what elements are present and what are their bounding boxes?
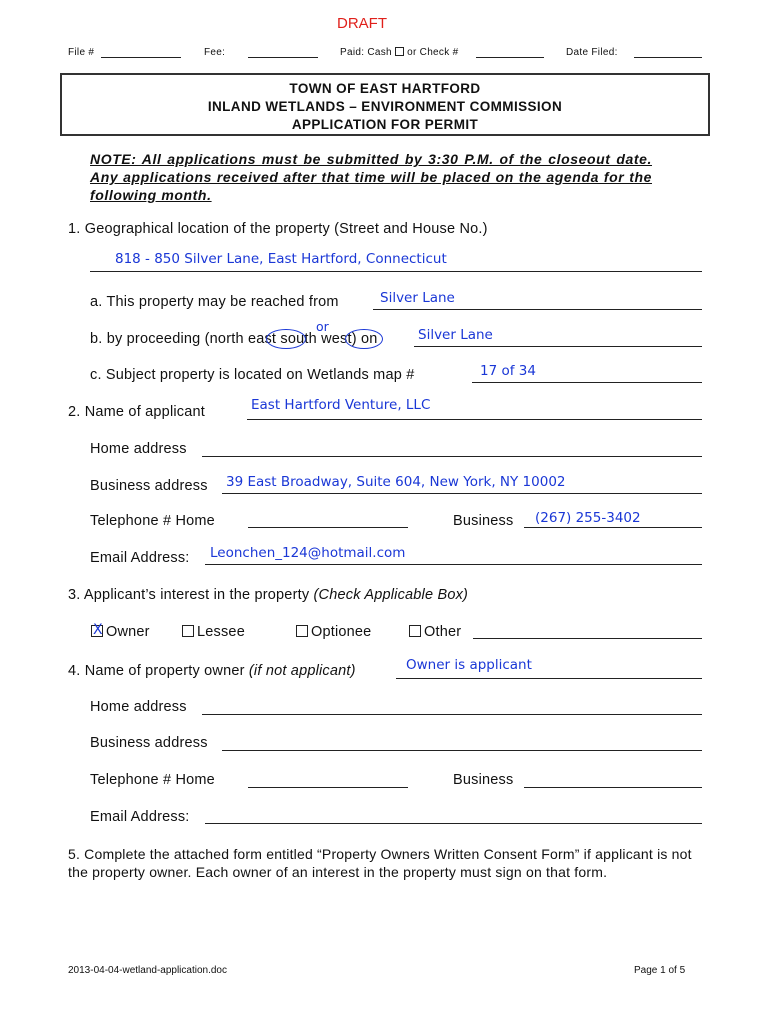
q1a-label: a. This property may be reached from (90, 294, 339, 310)
q2-home-label: Home address (90, 441, 187, 457)
q2-business-field[interactable] (222, 493, 702, 494)
date-filed-field[interactable] (634, 57, 702, 58)
q1-location-value: 818 - 850 Silver Lane, East Hartford, Connecticut (115, 251, 447, 267)
q4-business-field[interactable] (222, 750, 702, 751)
q4-email-label: Email Address: (90, 809, 190, 825)
q4-tel-business-label: Business (453, 772, 514, 788)
paid-cash-text: Paid: Cash (340, 47, 392, 58)
east-circle-mark (266, 329, 306, 349)
q1-location-field[interactable] (90, 271, 702, 272)
title-line-2: INLAND WETLANDS – ENVIRONMENT COMMISSION (207, 99, 563, 114)
submission-note: NOTE: All applications must be submitted by 3:30 P.M. of the closeout date. Any applications received after that time will be placed on the agenda for the following month. (90, 151, 652, 203)
q2-tel-business-value: (267) 255-3402 (535, 510, 641, 526)
q1a-field[interactable] (373, 309, 702, 310)
owner-check-mark: X (93, 622, 103, 638)
paid-cash-label (340, 47, 458, 58)
lessee-checkbox[interactable] (182, 625, 194, 637)
q3-label-text: 3. Applicant’s interest in the property (68, 587, 310, 603)
q2-business-label: Business address (90, 478, 208, 494)
option-other[interactable] (409, 624, 461, 640)
or-check-text: or Check # (407, 47, 459, 58)
q4-owner-field[interactable] (396, 678, 702, 679)
q4-owner-value: Owner is applicant (406, 657, 532, 673)
q4-label-text: 4. Name of property owner (68, 663, 245, 679)
other-checkbox[interactable] (409, 625, 421, 637)
q2-email-value: Leonchen_124@hotmail.com (210, 545, 406, 561)
file-number-label: File # (68, 47, 95, 58)
q1c-field[interactable] (472, 382, 702, 383)
draft-watermark: DRAFT (337, 15, 387, 32)
q2-tel-business-label: Business (453, 513, 514, 529)
q4-label (68, 663, 356, 679)
q1b-label (90, 331, 378, 347)
q4-home-label: Home address (90, 699, 187, 715)
option-owner[interactable] (91, 624, 150, 640)
q2-tel-business-field[interactable] (524, 527, 702, 528)
q1b-south: south (280, 331, 317, 347)
q1c-value: 17 of 34 (480, 363, 536, 379)
q1a-value: Silver Lane (380, 290, 455, 306)
q1b-suffix: ) on (351, 331, 378, 347)
q4-business-label: Business address (90, 735, 208, 751)
option-optionee[interactable] (296, 624, 371, 640)
q4-hint: (if not applicant) (248, 663, 356, 679)
q3-label (68, 587, 468, 603)
cash-checkbox[interactable] (395, 47, 404, 56)
q2-email-label: Email Address: (90, 550, 190, 566)
q3-hint: (Check Applicable Box) (313, 587, 469, 603)
title-line-1: TOWN OF EAST HARTFORD (289, 81, 481, 96)
q4-tel-home-field[interactable] (248, 787, 408, 788)
q2-email-field[interactable] (205, 564, 702, 565)
q2-tel-home-label: Telephone # Home (90, 513, 215, 529)
other-field[interactable] (473, 638, 702, 639)
optionee-checkbox[interactable] (296, 625, 308, 637)
owner-checkbox[interactable] (91, 622, 103, 638)
q2-applicant-value: East Hartford Venture, LLC (251, 397, 431, 413)
q2-tel-home-field[interactable] (248, 527, 408, 528)
q1b-east: east (247, 331, 277, 347)
q1b-prefix: b. by proceeding (north (90, 331, 248, 347)
q1b-field[interactable] (414, 346, 702, 347)
q4-home-field[interactable] (202, 714, 702, 715)
file-number-field[interactable] (101, 57, 181, 58)
q1b-value: Silver Lane (418, 327, 493, 343)
q2-applicant-field[interactable] (247, 419, 702, 420)
q1b-west: west (321, 331, 352, 347)
q2-label: 2. Name of applicant (68, 404, 205, 420)
footer-filename: 2013-04-04-wetland-application.doc (68, 965, 227, 976)
q4-tel-home-label: Telephone # Home (90, 772, 215, 788)
q2-home-field[interactable] (202, 456, 702, 457)
q1c-label: c. Subject property is located on Wetlands map # (90, 367, 415, 383)
title-line-3: APPLICATION FOR PERMIT (291, 117, 479, 132)
west-circle-mark (345, 329, 383, 349)
other-label: Other (424, 624, 462, 640)
q1-label: 1. Geographical location of the property (Street and House No.) (68, 221, 488, 237)
q5-text: 5. Complete the attached form entitled “Property Owners Written Consent Form” if applicant is not the property owner. Each owner of an interest in the property must sign on that form. (68, 846, 692, 880)
title-box (60, 73, 710, 136)
option-lessee[interactable] (182, 624, 245, 640)
footer-page-number: Page 1 of 5 (634, 965, 686, 976)
date-filed-label: Date Filed: (566, 47, 618, 58)
fee-label: Fee: (204, 47, 226, 58)
check-number-field[interactable] (476, 57, 544, 58)
q4-email-field[interactable] (205, 823, 702, 824)
fee-field[interactable] (248, 57, 318, 58)
q2-business-value: 39 East Broadway, Suite 604, New York, NY 10002 (226, 474, 566, 490)
optionee-label: Optionee (311, 624, 372, 640)
q1b-or-annotation: or (316, 319, 329, 334)
owner-label: Owner (106, 624, 150, 640)
q4-tel-business-field[interactable] (524, 787, 702, 788)
lessee-label: Lessee (197, 624, 245, 640)
